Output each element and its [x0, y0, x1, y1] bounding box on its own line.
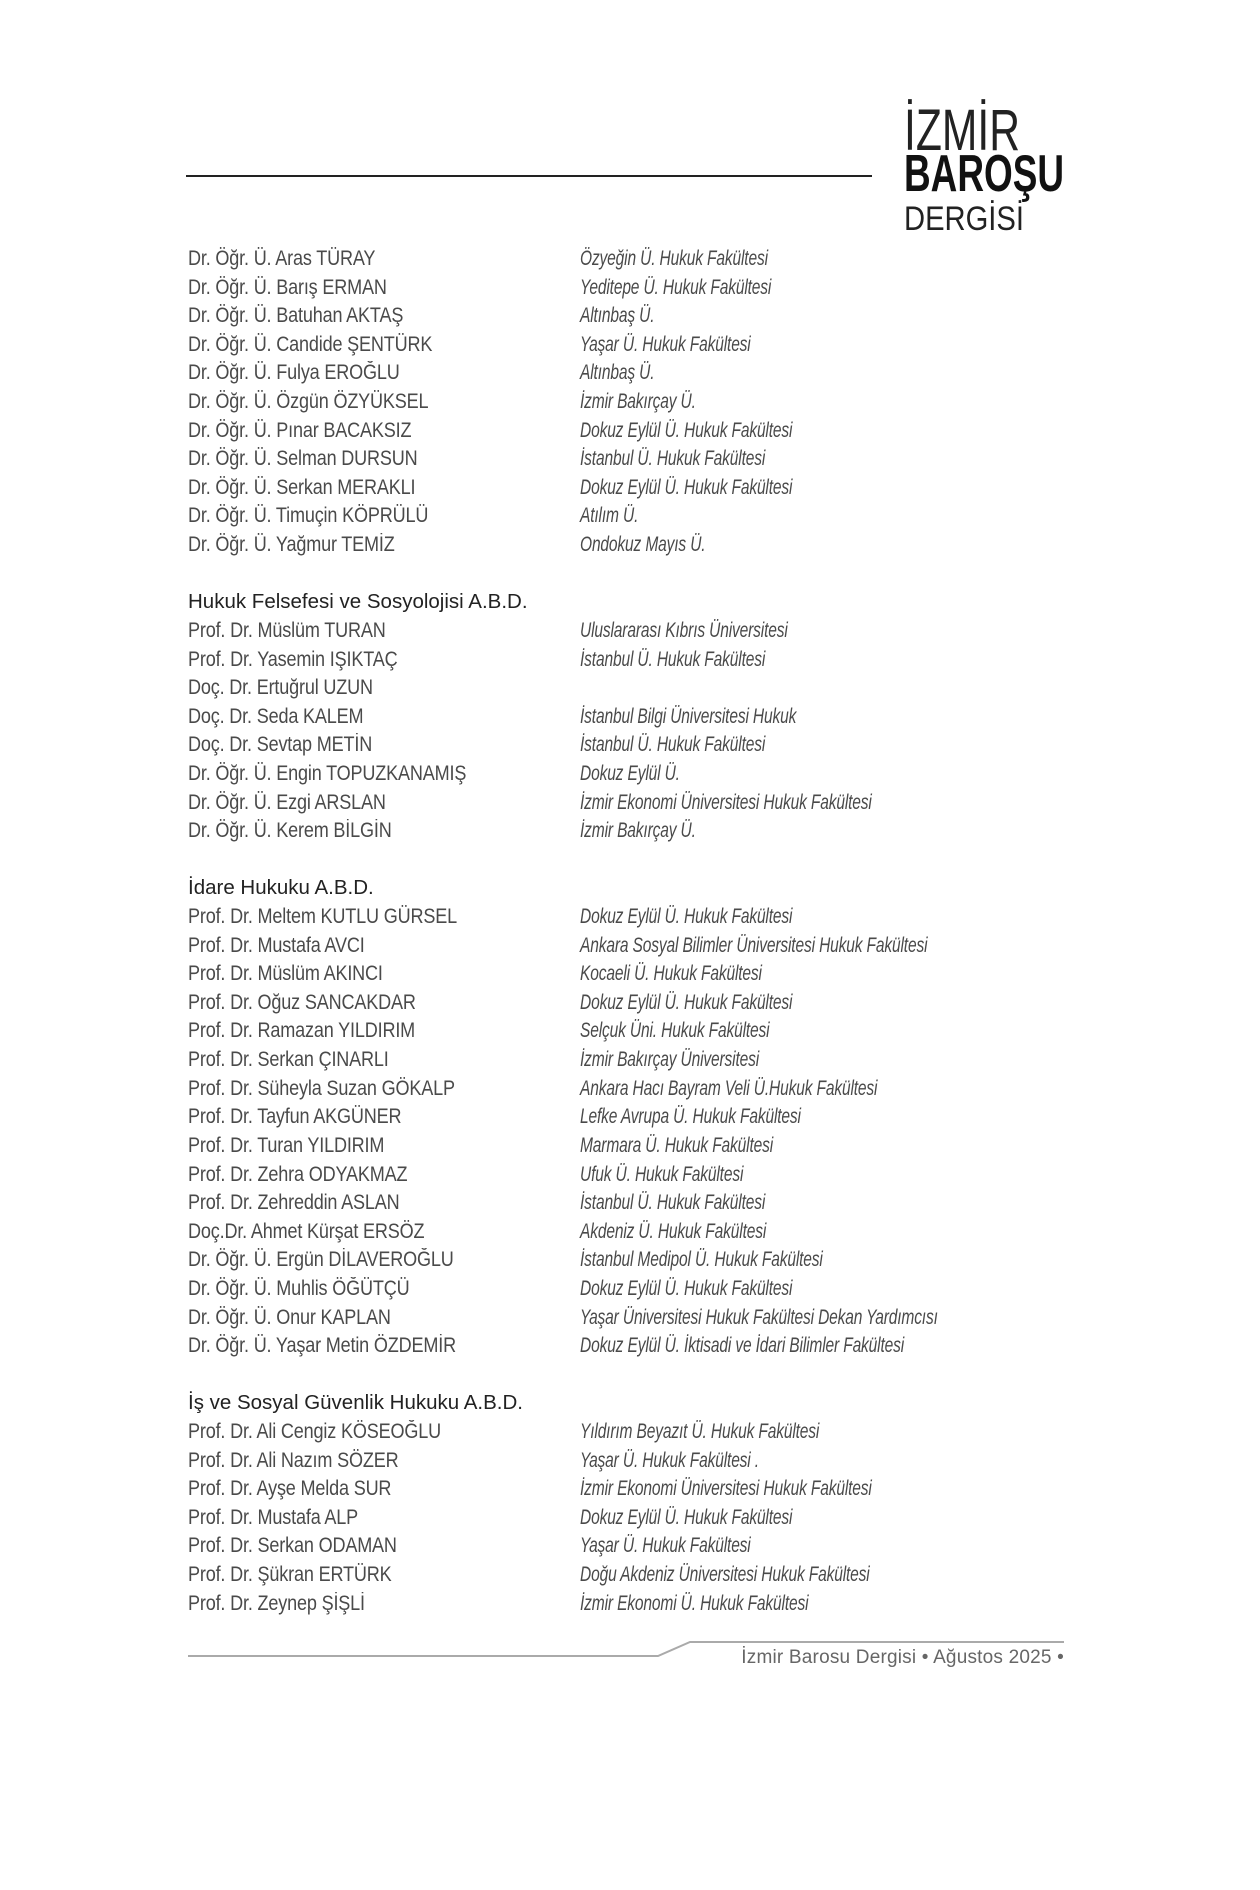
member-row [188, 1075, 1188, 1104]
member-name: Dr. Öğr. Ü. Fulya EROĞLU [188, 361, 400, 385]
member-name: Dr. Öğr. Ü. Onur KAPLAN [188, 1305, 391, 1329]
member-row [188, 1246, 1188, 1275]
member-name: Dr. Öğr. Ü. Engin TOPUZKANAMIŞ [188, 761, 467, 785]
logo-line-1: İZMİR [904, 98, 1020, 163]
member-name: Dr. Öğr. Ü. Aras TÜRAY [188, 247, 376, 270]
member-name: Dr. Öğr. Ü. Serkan MERAKLI [188, 475, 416, 499]
member-row [188, 731, 1188, 760]
member-affiliation: Selçuk Üni. Hukuk Fakültesi [580, 1019, 770, 1043]
member-affiliation: Dokuz Eylül Ü. Hukuk Fakültesi [580, 418, 793, 442]
member-affiliation: Doğu Akdeniz Üniversitesi Hukuk Fakültesi [580, 1563, 870, 1587]
member-name: Prof. Dr. Zehra ODYAKMAZ [188, 1162, 408, 1186]
member-affiliation: Uluslararası Kıbrıs Üniversitesi [580, 618, 788, 642]
member-row [188, 1418, 1188, 1447]
member-row [188, 989, 1188, 1018]
member-row [188, 617, 1188, 646]
member-name: Dr. Öğr. Ü. Candide ŞENTÜRK [188, 332, 433, 356]
member-name: Prof. Dr. Süheyla Suzan GÖKALP [188, 1076, 455, 1100]
member-row [188, 417, 1188, 446]
logo-line-3: DERGİSİ [904, 200, 1024, 238]
member-name: Dr. Öğr. Ü. Timuçin KÖPRÜLÜ [188, 504, 429, 528]
member-row [188, 302, 1188, 331]
member-affiliation: Marmara Ü. Hukuk Fakültesi [580, 1133, 774, 1157]
member-affiliation: Dokuz Eylül Ü. Hukuk Fakültesi [580, 1505, 793, 1529]
member-affiliation: İstanbul Ü. Hukuk Fakültesi [580, 1191, 766, 1215]
member-name: Dr. Öğr. Ü. Ezgi ARSLAN [188, 790, 386, 814]
member-affiliation: İzmir Bakırçay Ü. [580, 390, 696, 414]
member-affiliation: İstanbul Ü. Hukuk Fakültesi [580, 733, 766, 757]
member-affiliation: Akdeniz Ü. Hukuk Fakültesi [580, 1219, 767, 1243]
member-affiliation: Yaşar Üniversitesi Hukuk Fakültesi Dekan Yardımcısı [580, 1305, 938, 1329]
member-row [188, 1218, 1188, 1247]
member-affiliation: Yaşar Ü. Hukuk Fakültesi [580, 332, 751, 356]
member-row [188, 1017, 1188, 1046]
member-affiliation: Dokuz Eylül Ü. Hukuk Fakültesi [580, 990, 793, 1014]
member-row [188, 531, 1188, 560]
member-row [188, 1189, 1188, 1218]
member-row [188, 388, 1188, 417]
member-affiliation: Özyeğin Ü. Hukuk Fakültesi [580, 247, 768, 270]
member-name: Prof. Dr. Yasemin IŞIKTAÇ [188, 647, 398, 671]
member-name: Dr. Öğr. Ü. Yaşar Metin ÖZDEMİR [188, 1334, 456, 1358]
member-name: Dr. Öğr. Ü. Selman DURSUN [188, 447, 418, 471]
spacer [188, 560, 1188, 589]
member-row [188, 932, 1188, 961]
member-name: Doç. Dr. Seda KALEM [188, 704, 364, 728]
member-row [188, 245, 1188, 274]
member-affiliation: İzmir Bakırçay Üniversitesi [580, 1048, 760, 1072]
member-name: Prof. Dr. Müslüm AKINCI [188, 962, 383, 986]
member-name: Prof. Dr. Ali Nazım SÖZER [188, 1448, 399, 1472]
member-list [188, 245, 1188, 1618]
member-name: Doç.Dr. Ahmet Kürşat ERSÖZ [188, 1219, 425, 1243]
member-row [188, 1332, 1188, 1361]
member-row [188, 817, 1188, 846]
member-name: Dr. Öğr. Ü. Muhlis ÖĞÜTÇÜ [188, 1276, 410, 1300]
member-row [188, 359, 1188, 388]
member-row [188, 1304, 1188, 1333]
member-name: Doç. Dr. Sevtap METİN [188, 733, 373, 757]
member-name: Dr. Öğr. Ü. Batuhan AKTAŞ [188, 304, 404, 328]
member-row [188, 1590, 1188, 1619]
member-name: Dr. Öğr. Ü. Ergün DİLAVEROĞLU [188, 1248, 454, 1272]
member-row [188, 331, 1188, 360]
member-affiliation: Ankara Sosyal Bilimler Üniversitesi Hukuk Fakültesi [580, 933, 928, 957]
member-row [188, 1561, 1188, 1590]
member-affiliation: Ufuk Ü. Hukuk Fakültesi [580, 1162, 744, 1186]
member-name: Prof. Dr. Serkan ÇINARLI [188, 1048, 389, 1072]
member-row [188, 1532, 1188, 1561]
member-affiliation: İzmir Bakırçay Ü. [580, 819, 696, 843]
member-name: Prof. Dr. Meltem KUTLU GÜRSEL [188, 905, 457, 929]
logo-line-2: BAROŞU [904, 145, 1064, 203]
member-name: Prof. Dr. Şükran ERTÜRK [188, 1563, 392, 1587]
member-row [188, 1275, 1188, 1304]
member-name: Prof. Dr. Serkan ODAMAN [188, 1534, 397, 1558]
member-row [188, 274, 1188, 303]
member-affiliation: Yeditepe Ü. Hukuk Fakültesi [580, 275, 772, 299]
member-name: Prof. Dr. Turan YILDIRIM [188, 1133, 385, 1157]
footer-journal-date: İzmir Barosu Dergisi • Ağustos 2025 • [741, 1647, 1064, 1668]
izmir-barosu-dergisi-logo [900, 98, 1070, 238]
member-affiliation: Atılım Ü. [580, 504, 639, 528]
member-name: Prof. Dr. Müslüm TURAN [188, 618, 386, 642]
member-name: Prof. Dr. Zehreddin ASLAN [188, 1191, 400, 1215]
member-row [188, 1475, 1188, 1504]
section-heading-row [188, 588, 1188, 617]
member-name: Prof. Dr. Oğuz SANCAKDAR [188, 990, 416, 1014]
member-affiliation: İzmir Ekonomi Üniversitesi Hukuk Fakültesi [580, 790, 872, 814]
member-row [188, 502, 1188, 531]
member-row [188, 1161, 1188, 1190]
member-affiliation: Ankara Hacı Bayram Veli Ü.Hukuk Fakültesi [580, 1076, 878, 1100]
spacer [188, 1361, 1188, 1390]
section-heading-row [188, 1389, 1188, 1418]
member-name: Prof. Dr. Ayşe Melda SUR [188, 1477, 392, 1501]
member-affiliation: Dokuz Eylül Ü. [580, 761, 680, 785]
member-affiliation: İstanbul Ü. Hukuk Fakültesi [580, 647, 766, 671]
member-row [188, 1447, 1188, 1476]
member-affiliation: Altınbaş Ü. [580, 304, 655, 328]
member-row [188, 1103, 1188, 1132]
member-affiliation: İzmir Ekonomi Ü. Hukuk Fakültesi [580, 1591, 809, 1615]
member-name: Dr. Öğr. Ü. Pınar BACAKSIZ [188, 418, 412, 442]
section-heading: İş ve Sosyal Güvenlik Hukuku A.B.D. [188, 1391, 523, 1415]
member-affiliation: Yaşar Ü. Hukuk Fakültesi . [580, 1448, 759, 1472]
member-affiliation: Lefke Avrupa Ü. Hukuk Fakültesi [580, 1105, 801, 1129]
member-name: Prof. Dr. Zeynep ŞİŞLİ [188, 1591, 365, 1615]
member-row [188, 1132, 1188, 1161]
member-name: Prof. Dr. Ali Cengiz KÖSEOĞLU [188, 1419, 441, 1443]
member-row [188, 903, 1188, 932]
member-affiliation: Kocaeli Ü. Hukuk Fakültesi [580, 962, 762, 986]
section-heading-row [188, 874, 1188, 903]
member-affiliation: Yıldırım Beyazıt Ü. Hukuk Fakültesi [580, 1419, 820, 1443]
member-row [188, 646, 1188, 675]
member-affiliation: Yaşar Ü. Hukuk Fakültesi [580, 1534, 751, 1558]
member-row [188, 960, 1188, 989]
header-rule [186, 175, 872, 177]
member-row [188, 789, 1188, 818]
member-name: Dr. Öğr. Ü. Özgün ÖZYÜKSEL [188, 390, 429, 414]
member-affiliation: İstanbul Bilgi Üniversitesi Hukuk [580, 704, 797, 728]
member-name: Doç. Dr. Ertuğrul UZUN [188, 676, 373, 700]
section-heading: Hukuk Felsefesi ve Sosyolojisi A.B.D. [188, 590, 528, 614]
member-affiliation: Dokuz Eylül Ü. İktisadi ve İdari Bilimler Fakültesi [580, 1334, 905, 1358]
member-name: Prof. Dr. Ramazan YILDIRIM [188, 1019, 416, 1043]
section-heading: İdare Hukuku A.B.D. [188, 876, 374, 900]
member-affiliation: Dokuz Eylül Ü. Hukuk Fakültesi [580, 905, 793, 929]
member-row [188, 674, 1188, 703]
spacer [188, 846, 1188, 875]
member-row [188, 703, 1188, 732]
member-name: Dr. Öğr. Ü. Barış ERMAN [188, 275, 387, 299]
member-affiliation: İzmir Ekonomi Üniversitesi Hukuk Fakültesi [580, 1477, 872, 1501]
member-affiliation: Dokuz Eylül Ü. Hukuk Fakültesi [580, 475, 793, 499]
member-name: Prof. Dr. Mustafa ALP [188, 1505, 359, 1529]
member-affiliation: Dokuz Eylül Ü. Hukuk Fakültesi [580, 1276, 793, 1300]
member-name: Prof. Dr. Tayfun AKGÜNER [188, 1105, 402, 1129]
member-name: Dr. Öğr. Ü. Kerem BİLGİN [188, 819, 392, 843]
member-name: Prof. Dr. Mustafa AVCI [188, 933, 365, 957]
member-row [188, 1046, 1188, 1075]
member-affiliation: Altınbaş Ü. [580, 361, 655, 385]
member-row [188, 760, 1188, 789]
member-row [188, 474, 1188, 503]
member-row [188, 1504, 1188, 1533]
member-row [188, 445, 1188, 474]
member-name: Dr. Öğr. Ü. Yağmur TEMİZ [188, 533, 395, 557]
member-affiliation: Ondokuz Mayıs Ü. [580, 533, 706, 557]
member-affiliation: İstanbul Medipol Ü. Hukuk Fakültesi [580, 1248, 823, 1272]
member-affiliation: İstanbul Ü. Hukuk Fakültesi [580, 447, 766, 471]
